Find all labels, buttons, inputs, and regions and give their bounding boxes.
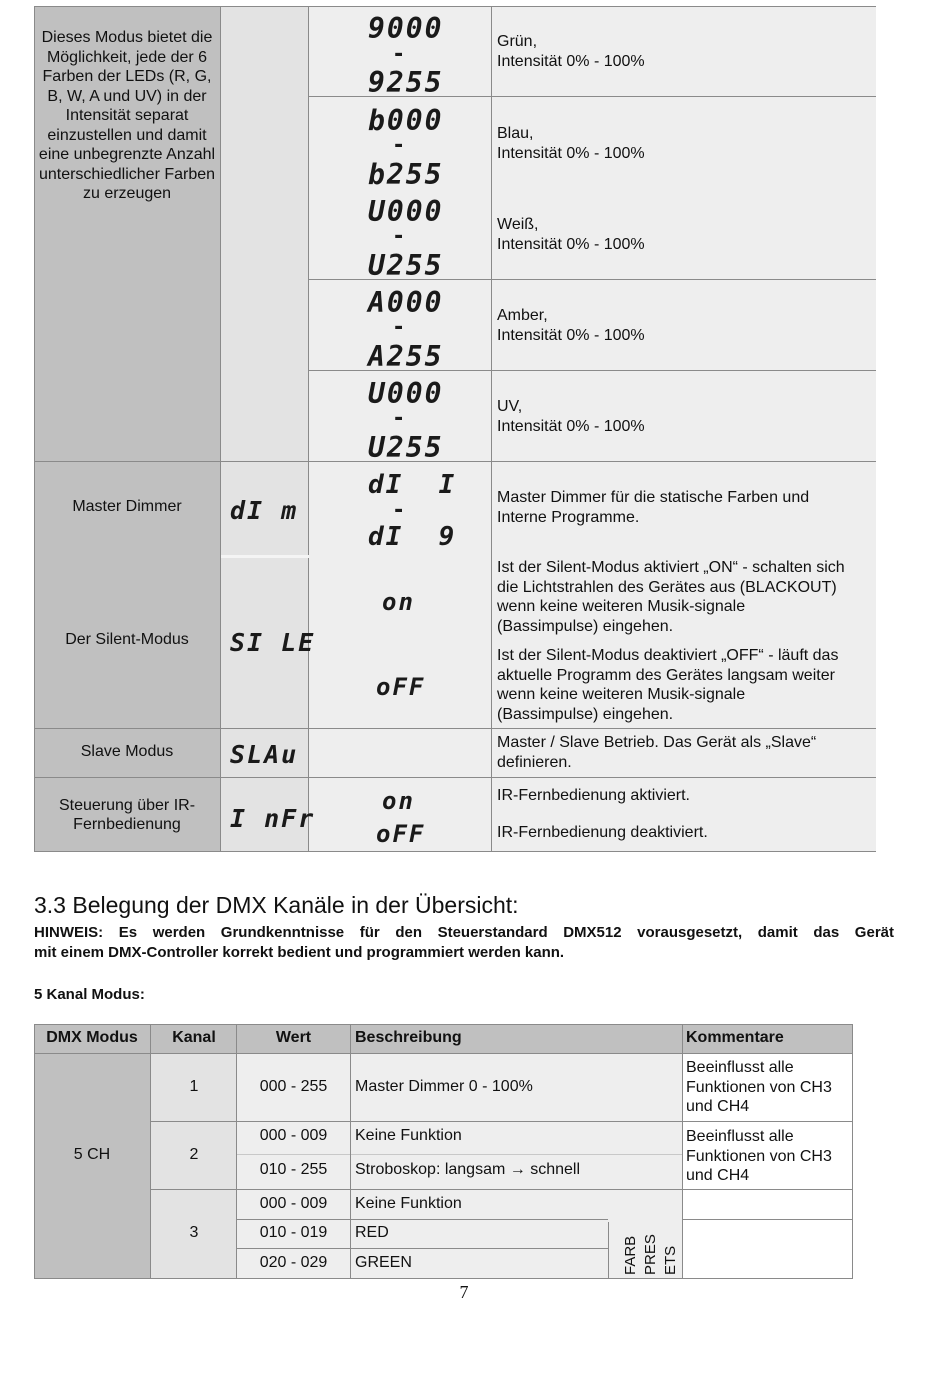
value-uv-from: U000 [368, 377, 444, 410]
slave-mode-label: Slave Modus [80, 743, 174, 761]
farbpresets-vertical-label: FARB PRES ETS [622, 1234, 679, 1275]
value-blue-sep: - [392, 133, 406, 158]
value-green-from: 9000 [368, 12, 444, 45]
desc-green: Grün, Intensität 0% - 100% [497, 33, 645, 70]
ch3-beschreibung-2: RED [355, 1224, 389, 1241]
mode-description-text: Dieses Modus bietet die Möglichkeit, jede der 6 Farben der LEDs (R, G, B, W, A und UV) in der Intensität separat einzustellen und damit eine unbegrenzte Anzahl unterschiedlicher Farben zu erzeugen [38, 29, 216, 202]
value-dimmer-to: dI 9 [368, 522, 457, 552]
master-dimmer-label: Master Dimmer [72, 498, 182, 516]
desc-silent-on: Ist der Silent-Modus aktiviert „ON“ - schalten sich die Lichtstrahlen des Gerätes aus (BLACKOUT) wenn keine weiteren Musik-signale (Bassimpulse) eingehen. [497, 559, 845, 635]
ch2-wert-1: 000 - 009 [259, 1127, 328, 1144]
ch3-beschreibung-1: Keine Funktion [355, 1195, 462, 1212]
section-title: 3.3 Belegung der DMX Kanäle in der Übersicht: [34, 892, 519, 918]
desc-dimmer: Master Dimmer für die statische Farben und Interne Programme. [497, 489, 810, 526]
ch3-beschreibung-3: GREEN [355, 1254, 412, 1271]
display-slav: SLAu [230, 740, 299, 769]
display-column [221, 6, 309, 851]
ch2-beschreibung-2: Stroboskop: langsam → schnell [355, 1161, 580, 1178]
note [34, 923, 894, 962]
dmx-mode-cell [34, 1054, 151, 1278]
display-sile: SI LE [230, 628, 316, 657]
header-kanal: Kanal [172, 1029, 216, 1046]
value-blue-to: b255 [368, 158, 444, 191]
dmx-mode-value: 5 CH [73, 1146, 111, 1163]
value-amber-from: A000 [368, 286, 444, 319]
display-infr: I nFr [230, 804, 316, 833]
ch1-kommentar: Beeinflusst alle Funktionen von CH3 und CH4 [686, 1059, 832, 1115]
value-silent-off: oFF [376, 673, 426, 701]
ch1-kanal: 1 [189, 1078, 199, 1095]
display-dimm: dI m [230, 496, 299, 525]
ch2-wert-2: 010 - 255 [259, 1161, 328, 1178]
ch3-kanal: 3 [189, 1224, 199, 1241]
page-number: 7 [459, 1282, 469, 1302]
mode-description-cell [34, 28, 220, 248]
ch3-wert-2: 010 - 019 [259, 1224, 328, 1241]
desc-silent-off: Ist der Silent-Modus deaktiviert „OFF“ - läuft das aktuelle Programm des Gerätes langsam weiter wenn keine weiteren Musik-signale (Bassimpulse) eingehen. [497, 647, 839, 723]
value-white-sep: - [392, 224, 406, 249]
value-ir-on: on [382, 787, 415, 815]
ch2-kanal: 2 [189, 1146, 199, 1163]
desc-slave: Master / Slave Betrieb. Das Gerät als „Slave“ definieren. [497, 734, 817, 771]
ch3-wert-1: 000 - 009 [259, 1195, 328, 1212]
value-green-sep: - [392, 42, 406, 67]
desc-ir-on: IR-Fernbedienung aktiviert. [497, 787, 690, 804]
value-amber-sep: - [392, 315, 406, 340]
value-uv-to: U255 [368, 431, 444, 464]
value-white-to: U255 [368, 249, 444, 282]
value-amber-to: A255 [368, 340, 444, 373]
desc-ir-off: IR-Fernbedienung deaktiviert. [497, 824, 708, 841]
ch1-wert: 000 - 255 [259, 1078, 328, 1095]
ch2-kommentar: Beeinflusst alle Funktionen von CH3 und CH4 [686, 1128, 832, 1184]
header-wert: Wert [275, 1029, 312, 1046]
note-line-2: mit einem DMX-Controller korrekt bedient und programmiert werden kann. [34, 943, 565, 961]
ch1-beschreibung: Master Dimmer 0 - 100% [355, 1078, 533, 1095]
value-uv-sep: - [392, 406, 406, 431]
desc-amber: Amber, Intensität 0% - 100% [497, 307, 645, 344]
header-beschreibung: Beschreibung [355, 1029, 462, 1046]
value-dimmer-sep: - [392, 498, 406, 523]
value-green-to: 9255 [368, 66, 444, 99]
ch2-beschreibung-1: Keine Funktion [355, 1127, 462, 1144]
ir-control-label: Steuerung über IR-Fernbedienung [58, 796, 196, 833]
desc-uv: UV, Intensität 0% - 100% [497, 398, 645, 435]
subtitle: 5 Kanal Modus: [34, 986, 145, 1003]
value-dimmer-from: dI I [368, 470, 457, 500]
desc-blue: Blau, Intensität 0% - 100% [497, 125, 645, 162]
header-kommentare: Kommentare [686, 1029, 784, 1046]
value-blue-from: b000 [368, 104, 444, 137]
value-silent-on: on [382, 588, 415, 616]
desc-white: Weiß, Intensität 0% - 100% [497, 216, 645, 253]
ch3-wert-3: 020 - 029 [259, 1254, 328, 1271]
value-ir-off: oFF [376, 820, 426, 848]
note-line-1: HINWEIS: Es werden Grundkenntnisse für den Steuerstandard DMX512 vorausgesetzt, damit das Gerät [34, 924, 894, 941]
silent-mode-label: Der Silent-Modus [65, 631, 189, 649]
header-dmx-modus: DMX Modus [46, 1029, 138, 1046]
value-white-from: U000 [368, 195, 444, 228]
